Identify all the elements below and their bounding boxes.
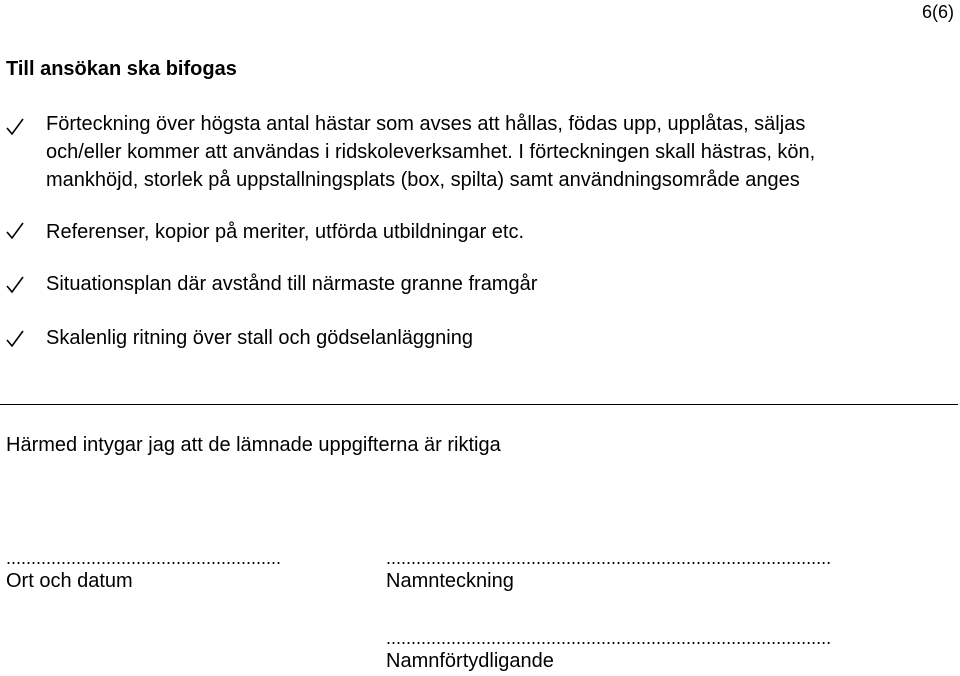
checkmark-icon xyxy=(6,222,24,240)
signature-label: Namnteckning xyxy=(386,570,514,592)
page-number: 6(6) xyxy=(921,2,954,22)
name-clarification-line: ......................................................................................... xyxy=(386,628,832,648)
section-divider xyxy=(0,404,958,405)
checklist-item: Referenser, kopior på meriter, utförda utbildningar etc. xyxy=(46,221,525,243)
certification-statement: Härmed intygar jag att de lämnade uppgifterna är riktiga xyxy=(6,434,501,456)
checkmark-icon xyxy=(6,330,24,348)
checklist-item: Skalenlig ritning över stall och gödselanläggning xyxy=(46,327,473,349)
checkmark-icon xyxy=(6,118,24,136)
name-clarification-label: Namnförtydligande xyxy=(386,650,554,672)
place-date-line: ....................................................... xyxy=(6,548,282,568)
checkmark-icon xyxy=(6,276,24,294)
place-date-label: Ort och datum xyxy=(6,570,133,592)
checklist-item: Förteckning över högsta antal hästar som avses att hållas, födas upp, upplåtas, säljas och/eller kommer att användas i ridskoleverksamhet. I förteckningen skall hästras, kön, mankhöjd, storlek på uppstallningsplats (box, spilta) samt användningsområde anges xyxy=(46,113,816,191)
signature-line: ......................................................................................... xyxy=(386,548,832,568)
section-heading: Till ansökan ska bifogas xyxy=(6,58,237,80)
checklist-item: Situationsplan där avstånd till närmaste granne framgår xyxy=(46,273,538,295)
